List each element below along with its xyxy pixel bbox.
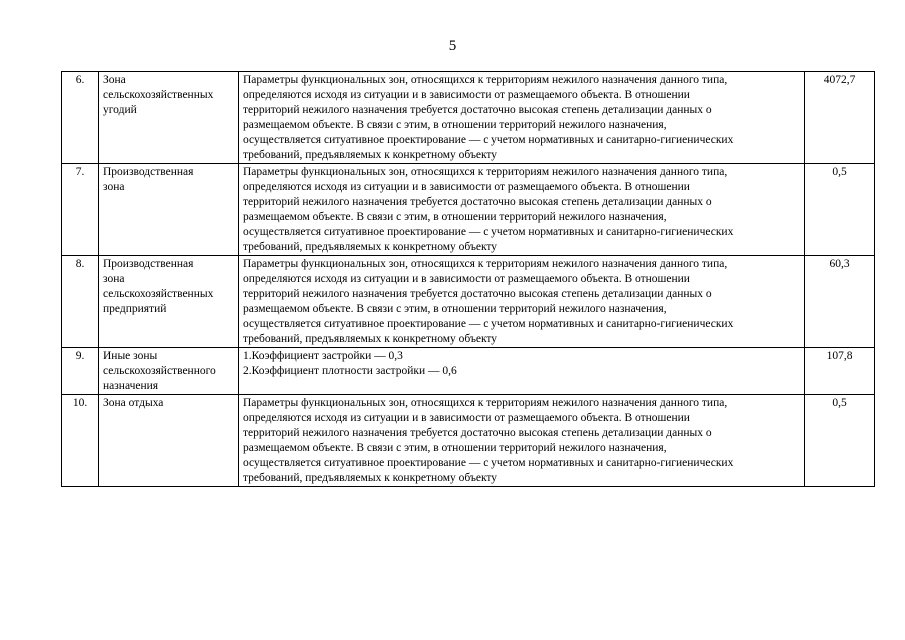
zone-parameters: Параметры функциональных зон, относящихся к территориям нежилого назначения данного типа, определяются исходя из ситуации и в зависимости от размещаемого объекта. В отношении территорий нежилого назначения требуется достаточно высокая степень детализации данных о размещаемом объекте. В связи с этим, в отношении территорий нежилого назначения, осуществляется ситуативное проектирование — с учетом нормативных и санитарно-гигиенических требований, предъявляемых к конкретному объекту xyxy=(239,395,805,487)
row-number: 7. xyxy=(62,164,99,256)
zone-name: Зона отдыха xyxy=(99,395,239,487)
zone-area: 60,3 xyxy=(805,256,875,348)
zone-area: 0,5 xyxy=(805,164,875,256)
zone-parameters: Параметры функциональных зон, относящихся к территориям нежилого назначения данного типа, определяются исходя из ситуации и в зависимости от размещаемого объекта. В отношении территорий нежилого назначения требуется достаточно высокая степень детализации данных о размещаемом объекте. В связи с этим, в отношении территорий нежилого назначения, осуществляется ситуативное проектирование — с учетом нормативных и санитарно-гигиенических требований, предъявляемых к конкретному объекту xyxy=(239,72,805,164)
row-number: 9. xyxy=(62,348,99,395)
table-row xyxy=(62,72,875,164)
row-number: 10. xyxy=(62,395,99,487)
table-row xyxy=(62,256,875,348)
zone-name: Иные зоны сельскохозяйственного назначения xyxy=(99,348,239,395)
zone-name: Зона сельскохозяйственных угодий xyxy=(99,72,239,164)
table-row xyxy=(62,164,875,256)
zone-area: 4072,7 xyxy=(805,72,875,164)
zone-parameters: Параметры функциональных зон, относящихся к территориям нежилого назначения данного типа, определяются исходя из ситуации и в зависимости от размещаемого объекта. В отношении территорий нежилого назначения требуется достаточно высокая степень детализации данных о размещаемом объекте. В связи с этим, в отношении территорий нежилого назначения, осуществляется ситуативное проектирование — с учетом нормативных и санитарно-гигиенических требований, предъявляемых к конкретному объекту xyxy=(239,256,805,348)
zone-area: 107,8 xyxy=(805,348,875,395)
zones-table xyxy=(61,71,875,487)
table-row xyxy=(62,348,875,395)
zone-name: Производственная зона xyxy=(99,164,239,256)
zone-name: Производственная зона сельскохозяйственных предприятий xyxy=(99,256,239,348)
zone-area: 0,5 xyxy=(805,395,875,487)
table-row xyxy=(62,395,875,487)
zone-parameters: 1.Коэффициент застройки — 0,3 2.Коэффициент плотности застройки — 0,6 xyxy=(239,348,805,395)
page-number: 5 xyxy=(448,38,457,54)
zone-parameters: Параметры функциональных зон, относящихся к территориям нежилого назначения данного типа, определяются исходя из ситуации и в зависимости от размещаемого объекта. В отношении территорий нежилого назначения требуется достаточно высокая степень детализации данных о размещаемом объекте. В связи с этим, в отношении территорий нежилого назначения, осуществляется ситуативное проектирование — с учетом нормативных и санитарно-гигиенических требований, предъявляемых к конкретному объекту xyxy=(239,164,805,256)
row-number: 6. xyxy=(62,72,99,164)
row-number: 8. xyxy=(62,256,99,348)
